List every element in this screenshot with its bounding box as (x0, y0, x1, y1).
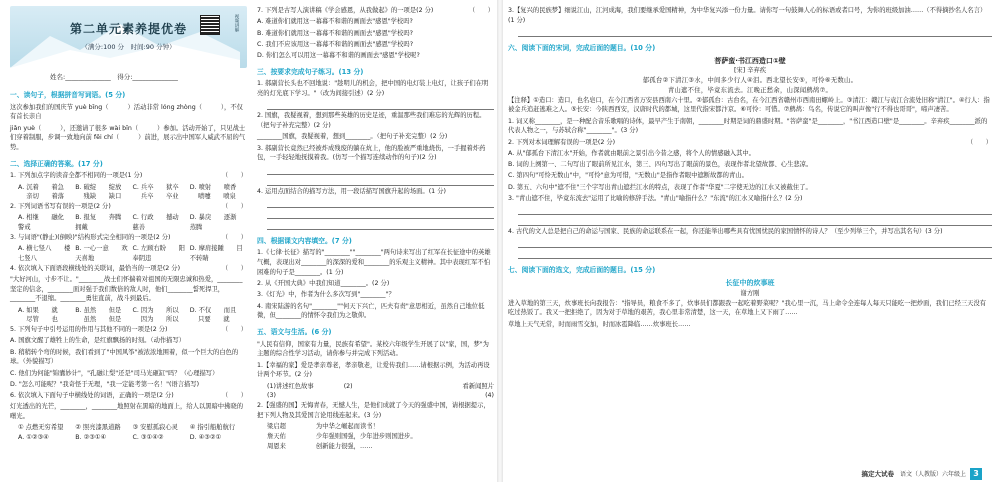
option-item: 创新能力很强，…… (315, 442, 373, 450)
question-text: 6. 依次填入下面句子中横线处的词语，正确的一项是(2 分) (10, 392, 174, 400)
text-paragraph: B. 词的上阕第一、二句写出了眼前所见江水，第三、四句写出了眼前的景色，表现作者北望故都、心生悲凉。 (508, 161, 813, 169)
text-paragraph: B. 稍稍转个弯的时候，我们看到了"中国风筝"被浓浓地围着，似一个巨大的白色的球。（外貌描写） (10, 348, 239, 366)
option-item: C. 因为 所以 (132, 306, 179, 314)
option-item: C. ③①④② (132, 434, 164, 442)
option-row (10, 183, 247, 193)
text-paragraph: 进入草地的第三天，炊事班长向我报告："指导员，粮食不多了，炊事员们都跟我一起吃着野菜呢？"我心里一沉，马上命令全连每人每天只能吃一把炒面，我们已经三天没有吃过热饭了。我又一把拒绝了，因为对于草地的艰苦，我心里非常清楚，这一天，在草地上又下雨了…… (508, 299, 987, 317)
fill-row (257, 442, 494, 452)
question-stem (10, 233, 247, 243)
option-item: 只要 就 (189, 316, 230, 324)
option-item: D. 不仅 而且 (189, 306, 237, 314)
answer-paren[interactable]: （ ） (468, 7, 494, 14)
option-item: ① 点燃无穷希望 (18, 424, 64, 432)
text-paragraph: "大好河山，寸步不让。"________战士们怀揣着对祖国的无限忠诚和热爱，________坚定的信念，________面对强于我们数倍的敌人时，他们________誓死捍卫，________不退缩。________勇往直前，战斗到最后。 (10, 275, 243, 303)
answer-line[interactable] (518, 216, 992, 226)
left-column-2 (257, 6, 494, 476)
section-heading: 三、按要求完成句子练习。(13 分) (257, 67, 364, 76)
left-column-2-content (257, 6, 494, 451)
option-item: 詹天佑 (267, 432, 286, 440)
option-item: 周恩来 (267, 442, 286, 450)
option-row (10, 244, 247, 264)
text-paragraph: A. 国旗文醒了雄牲上的生命，是红旗飘扬的时刻。（动作描写） (10, 337, 186, 345)
text-paragraph: 4. 运用点面结合的描写方法，用一段话描写国旗升起的场面。(1 分) (257, 187, 446, 195)
text-paragraph: C. 他们为何能"锦囊妙计"，"孔融让梨"还是"司马光砸缸"吗？（心理描写） (10, 369, 219, 377)
section-heading: 四、根据课文内容填空。(7 分) (257, 236, 352, 245)
text-paragraph: 这次参加我们的国庆节 yuè bīng（ ）活动非常 lóng zhòng（ ），不仅有首长亲自 (10, 103, 243, 121)
answer-line[interactable] (518, 27, 992, 37)
answer-paren[interactable]: （ ） (221, 264, 247, 272)
text-paragraph: 【注释】①造口：造口，也名皂口，在今江西省万安县西南六十里。②郁孤台：古台名，在今江西省赣州市西南田螺岭上。③清江：赣江与袁江合流处旧称"清江"。④行人：指被金兵追赶逃难之人。⑤长安：今陕西西安，汉唐时代的都城，这里代指宋都汴京。⑥可怜：可惜。⑦鹧鸪：鸟名，传说它的叫声像"行不得也哥哥"，啼声凄苦。 (508, 96, 990, 114)
answer-paren[interactable]: （ ） (221, 326, 247, 334)
brand-name: 搞定大试卷 (861, 470, 894, 478)
option-item: 虽然 但是 (75, 316, 122, 324)
option-item: A. 相继 融化 警戒 (18, 214, 77, 232)
option-item: (3) (267, 392, 276, 400)
text-paragraph: 2. 国旗，我疑视着，想到那些英雄的历史足迹，重温那些我们难忘的光辉的历程。（把句子补充完整）(2 分) (257, 112, 486, 130)
text-paragraph: D. 你们怎么可以用这一幕幕不和谐的画面去"感恩"学校呢? (257, 52, 420, 59)
option-item: C. 左顾右盼 阳奉阴违 (132, 245, 185, 262)
publisher-brand (861, 469, 966, 478)
fill-row (257, 382, 494, 392)
answer-line[interactable] (518, 238, 992, 248)
option-item: B. 破绽 绽放 (75, 183, 122, 191)
option-item: A. 如果 就 (18, 306, 58, 314)
answer-line[interactable] (267, 209, 494, 219)
question-text: 3. 与词语"(静止)(倒映)"结构形式完全相同的一项是(2 分) (10, 233, 171, 241)
answer-line[interactable] (267, 220, 494, 230)
option-item: 残缺 缺口 (75, 193, 122, 201)
option-item: ④ 指引船舶航行 (189, 424, 236, 432)
option-item: (1)讲述红色故事 (267, 382, 314, 390)
fill-row (257, 432, 494, 442)
answer-paren[interactable]: （ ） (221, 392, 247, 400)
right-column-1 (508, 6, 992, 476)
text-paragraph: jiǎn yuè（ ），还邀请了很多 wài bīn（ ）参加。活动开始了，只见战士们穿着制服，步调一致地向前 fēi chí（ ）前进，展示出中国军人威武不屈的气势。 (10, 124, 246, 152)
option-row (10, 213, 247, 233)
exam-banner (10, 6, 247, 68)
option-item: C. 兵卒 狱卒 (132, 183, 179, 191)
text-paragraph: "人民有信仰，国家有力量，民族有希望"。某校六年级学生开展了以"家，国，梦"为主题的综合性学习活动，请你参与并完成下列活动。 (257, 340, 489, 358)
option-item: C. 行政 撼动 慈善 (132, 214, 192, 232)
text-paragraph: 3.《灯光》中，作者为什么多次写到"________"？ (257, 291, 395, 299)
score-time-line: （满分:100 分 时间:90 分钟） (81, 43, 176, 51)
answer-paren[interactable]: （ ） (221, 233, 247, 241)
question-stem (10, 325, 247, 335)
qr-label: 视频讲解 (234, 14, 239, 32)
question-stem (10, 171, 247, 181)
answer-line[interactable] (267, 100, 494, 110)
section-heading: 六、阅读下面的宋词，完成后面的题目。(10 分) (508, 44, 656, 52)
answer-line[interactable] (518, 249, 992, 259)
text-paragraph: 2. 从《开国大典》中我们知道________。(2 分) (257, 280, 390, 288)
option-item: 梁启超 (267, 423, 286, 431)
text-paragraph: D. 第五、六句中"遮不住"三个字写出青山遮拦江水的特点，表现了作者"华夏"二字使无边的江水又被截住了。 (508, 183, 812, 191)
text-paragraph: C. 我们不应该用这一幕幕不和谐的画面去"感恩"学校吗? (257, 40, 414, 48)
text-paragraph: 2.【强盛的国】无悔青春，无憾人生，是他们成就了今天的强盛中国，请根据提示，把下列人物及其爱国言论用线连起来。(3 分) (257, 402, 490, 419)
option-row (10, 192, 247, 202)
text-paragraph: A. 从"郁孤台下清江水"开始，作者就由眼前之景引出今昔之感，将个人的情感融入其中。 (508, 149, 755, 157)
option-item: 看新闻照片 (462, 382, 494, 390)
text-paragraph: 1.《七律·长征》描写的"________""________"两句诗来写出了红军在长征途中的英雄气概，表现出对________的深深的爱和________的乐观主义精神。其中表现红军不怕困难的句子是________。(1 分) (257, 249, 491, 276)
name-score-fields: 姓名:______________ 得分:______________ (50, 73, 178, 81)
answer-line[interactable] (518, 205, 992, 215)
text-paragraph: 4. 南宋陆游的名句"________""何天下兴亡，匹夫有责"意思相近，虽然自己地位低微，但________的情怀令我们为之敬仰。 (257, 302, 485, 320)
option-item: D. ④③②① (189, 434, 222, 442)
section-heading: 一、读句子，根据拼音写词语。(5 分) (10, 91, 126, 100)
text-paragraph: 4. 古代的文人总是把自己的命运与国家、民族的命运联系在一起，你还能举出哪些具有忧国忧民的家国情怀的诗人？（至少列举三个，并写出其名句）(3 分) (508, 228, 943, 236)
text-paragraph: B. 难道你们就用这一幕幕不和谐的画面去"感恩"学校吗? (257, 29, 413, 37)
option-item: B. 一心一意 欢天喜地 (75, 245, 128, 262)
text-paragraph: ________国旗，我疑视着，想到________。（把句子补充完整）(2 分) (257, 133, 448, 141)
qr-code-icon[interactable] (201, 16, 219, 34)
section-heading: 五、语文与生活。(6 分) (257, 328, 332, 337)
text-paragraph: D. "怎么可能呢？"我奇怪于无理，"我一定能考第一名！"(语言描写) (10, 380, 200, 388)
answer-paren[interactable]: （ ） (221, 172, 247, 180)
option-item: 喷嚏 喷泉 (189, 193, 236, 201)
question-text: 1. 下列加点字的读音全都不相同的一项是(1 分) (10, 172, 143, 180)
section-heading: 二、选择正确的答案。(17 分) (10, 159, 103, 168)
option-item: 兵卒 卒业 (132, 193, 179, 201)
question-text: 2. 下列词语书写有误的一项是(2 分) (10, 203, 111, 211)
section-heading: 七、阅读下面的选文，完成后面的题目。(15 分) (508, 266, 656, 275)
poem-author: [宋] 辛弃疾 (733, 67, 767, 75)
answer-paren[interactable]: （ ） (221, 203, 247, 211)
option-row (10, 306, 247, 316)
question-stem (257, 6, 494, 16)
text-paragraph: 1. 郝副营长头也不回地说："趁明儿的机会，把中国的电灯装上电灯，让孩子们在明亮的灯光底下学习。"（改为间接引述）(2 分) (257, 80, 489, 98)
option-item: D. 摩肩接踵 目不转睛 (189, 245, 243, 262)
text-paragraph: A. 难道你们就用这一幕幕不和谐的画面去"感恩"学校吗? (257, 18, 413, 26)
poem-line: 青山遮不住，毕竟东流去。江晚正愁余，山深闻鹧鸪⑦。 (667, 86, 833, 94)
question-stem (10, 202, 247, 212)
option-item: B. ②③①④ (75, 434, 107, 442)
answer-line[interactable] (267, 176, 494, 186)
option-item: A. ①②③④ (18, 434, 49, 442)
fill-row (257, 422, 494, 432)
option-item: (4) (485, 392, 494, 400)
option-row (10, 315, 247, 325)
brand-sub: 语文（人教版）六年级上 (899, 471, 966, 478)
option-item: (2) (343, 382, 353, 390)
poem-line: 郁孤台②下清江③水，中间多少行人④泪。西北望长安⑤，可怜⑥无数山。 (642, 77, 858, 85)
text-paragraph: 草地上天气无常，时而雨雪交加，时而冰雹降临……炊事班长…… (508, 320, 691, 328)
right-page (500, 0, 1000, 482)
question-stem (10, 391, 247, 401)
text-paragraph: 3. "青山遮不住，毕竟东流去"运用了比喻的修辞手法。"青山"喻指什么？"东流"的江水又喻指什么？(2 分) (508, 194, 803, 202)
page-number: 3 (970, 468, 982, 480)
question-stem (508, 138, 992, 148)
poem-title: 菩萨蛮·书江西造口①壁 (714, 56, 786, 65)
option-item: ③ 安慰孤寂心灵 (132, 424, 178, 432)
text-paragraph: 3. 郝副营长竟然已经被炸成残废的躺在炕上，他的脸被严重地烧伤，一手握着炸药包，一手轻轻地抚摸着我。(仿写一个描写连续动作的句子)(2 分) (257, 144, 486, 162)
option-item: 少年强则国强，少年进步则国进步。 (315, 432, 417, 440)
page-title: 第二单元素养提优卷 (69, 22, 187, 36)
text-paragraph: 3.【复兴的民族梦】细说江山，江河成海，我们要继承爱国精神，为中华复兴添一份力量。请你写一句鼓舞人心的标语或者口号，为你的班级加油……（不得摘抄名人名言）(1 分) (508, 7, 987, 24)
answer-line[interactable] (267, 165, 494, 175)
option-item: 尽管 也 (18, 316, 58, 324)
text-paragraph: 灯光透出的光芒，________，________地照射在黑暗的地面上，给人以黑暗中拂晓的曙光。 (10, 403, 243, 421)
question-text: 2. 下列对本词理解有误的一项是(2 分) (508, 138, 616, 146)
option-item: A. 沉着 着急 (18, 183, 64, 191)
answer-line[interactable] (267, 198, 494, 208)
option-item: B. 报复 奔腾 拥戴 (75, 214, 134, 232)
story-author: 谢方刚 (740, 289, 760, 297)
story-title: 长征中的炊事班 (725, 278, 775, 287)
option-item: 亲切 着落 (18, 193, 65, 201)
left-column-1 (10, 6, 247, 476)
question-text: 7. 下列是古写人演讲稿《学会感恩，从我做起》的一项是(2 分) (257, 7, 434, 14)
question-stem (10, 264, 247, 274)
left-column-1-content (10, 90, 247, 443)
option-item: D. 暴戾 逐渐 蒸腾 (189, 214, 249, 232)
option-item: B. 虽然 但是 (75, 306, 122, 314)
fill-row (257, 391, 494, 401)
option-item: A. 横七竖八 楼七竖八 (18, 245, 71, 262)
text-paragraph: 1. 词又称________，是一种配合音乐歌唱的诗体，最早产生于南朝，________时期是词的鼎盛时期。"菩萨蛮"是________，"书江西造口壁"是________。辛弃疾________派的代表人物之一，与苏轼合称"________"。(3 分) (508, 117, 988, 135)
option-row (10, 423, 247, 433)
option-row (10, 433, 247, 443)
question-text: 5. 下列句子中引号运用的作用与其他不同的一项是(2 分) (10, 326, 168, 334)
question-text: 4. 依次填入下面语段横线处的关联词，最恰当的一项是(2 分) (10, 264, 181, 272)
option-item: D. 喷射 喷香 (189, 183, 237, 191)
option-item (306, 391, 455, 401)
answer-paren[interactable]: （ ） (966, 138, 992, 146)
option-item: 为中华之崛起而读书！ (315, 423, 379, 431)
option-item: 因为 所以 (132, 316, 179, 324)
text-paragraph: 1.【幸福的家】爱是孝亲尊老，孝亲敬老，让爱传我们……请根据示例，为活动再设计两个环节。(2 分) (257, 361, 490, 379)
right-column-1-content (508, 6, 992, 329)
text-paragraph: C. 第四句"可怜无数山"中，"可怜"意为可惜，"无数山"是指作者眼中遮断故都的青山。 (508, 172, 748, 180)
option-item: ② 照亮漆黑道路 (75, 424, 121, 432)
